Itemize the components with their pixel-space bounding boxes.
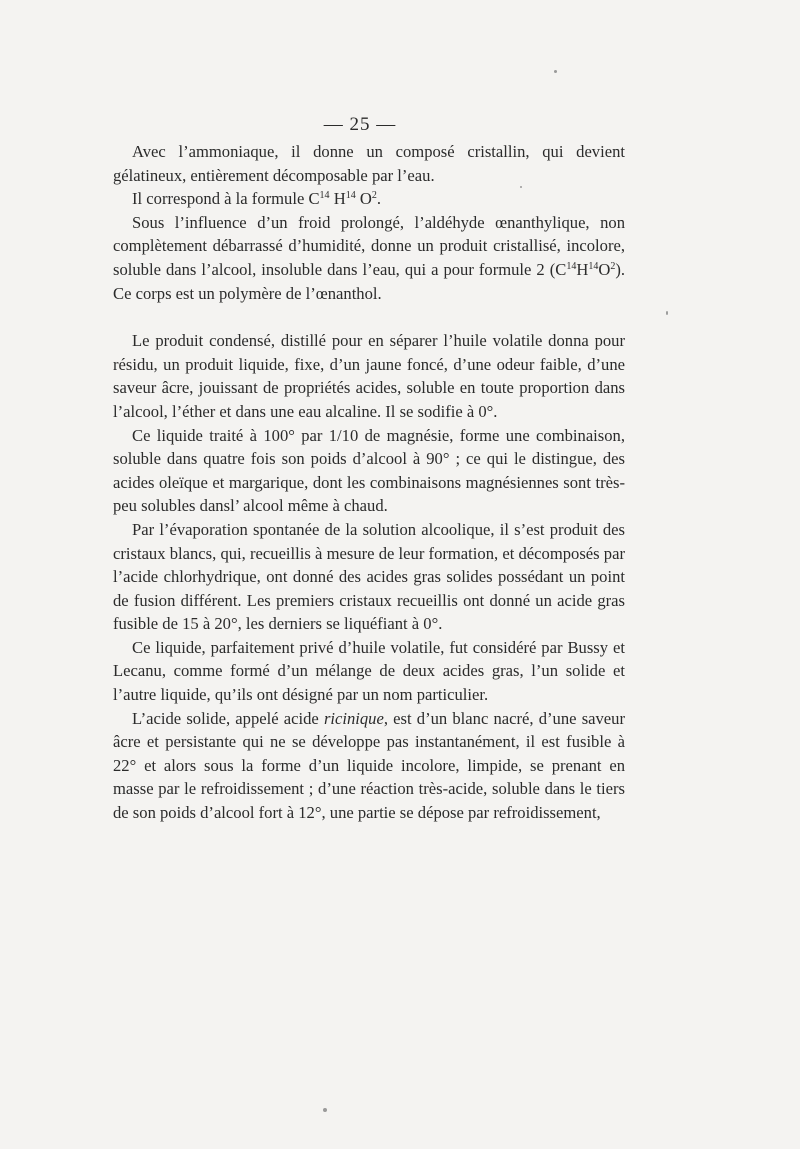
paragraph-p4 <box>113 329 625 423</box>
superscript: 14 <box>566 260 577 272</box>
text-run: Ce liquide traité à 100° par 1/10 de magnésie, forme une combinaison, soluble dans quatre fois son poids d’alcool à 90° ; ce qui le distingue, des acides oleïque et margarique, dont les combinaisons magnésiennes sont très-peu solubles dansl’ alcool même à chaud. <box>113 425 625 516</box>
paper-speck <box>666 311 668 315</box>
superscript: 2 <box>610 260 616 272</box>
paper-speck <box>520 186 522 188</box>
text-run: , est d’un blanc nacré, d’une saveur âcre et persistante qui ne se développe pas instantanément, il est fusible à 22° et alors sous la forme d’un liquide incolore, limpide, se prenant en masse par le refroidissement ; d’une réaction très-acide, soluble dans le tiers de son poids d’alcool fort à 12°, une partie se dépose par refroidissement, <box>113 708 625 823</box>
text-run: Avec l’ammoniaque, il donne un composé cristallin, qui devient gélatineux, entièrement décomposable par l’eau. <box>113 142 625 185</box>
text-run: Sous l’influence d’un froid prolongé, l’aldéhyde œnanthylique, non complètement débarrassé d’humidité, donne un produit cristallisé, incolore, soluble dans l’alcool, insoluble dans l’eau, qui a pour formule 2 (C <box>113 212 625 279</box>
text-run: Le produit condensé, distillé pour en séparer l’huile volatile donna pour résidu, un produit liquide, fixe, d’un jaune foncé, d’une odeur faible, d’une saveur âcre, jouissant de propriétés acides, soluble en toute proportion dans l’alcool, l’éther et dans une eau alcaline. Il se sodifie à 0°. <box>113 331 625 421</box>
text-run: H <box>329 189 346 209</box>
paragraph-p8 <box>113 707 625 825</box>
text-run: Il correspond à la formule C <box>132 189 320 209</box>
paragraph-p7 <box>113 636 625 707</box>
text-run: ). Ce corps est un polymère de l’œnanthol. <box>113 259 625 303</box>
superscript: 14 <box>319 190 330 202</box>
text-run: Ce liquide, parfaitement privé d’huile volatile, fut considéré par Bussy et Lecanu, comme formé d’un mélange de deux acides gras, l’un solide et l’autre liquide, qu’ils ont désigné par un nom particulier. <box>113 637 625 705</box>
text-run: Par l’évaporation spontanée de la solution alcoolique, il s’est produit des cristaux blancs, qui, recueillis à mesure de leur formation, et décomposés par l’acide chlorhydrique, ont donné des acides gras solides possédant un point de fusion différent. Les premiers cristaux recueillis ont donné un acide gras fusible de 15 à 20°, les derniers se liquéfiant à 0°. <box>113 519 625 634</box>
superscript: 2 <box>371 190 377 202</box>
page-number: — 25 — <box>323 114 397 135</box>
paper-speck <box>554 70 557 73</box>
text-run: O <box>598 259 611 279</box>
paragraph-p6 <box>113 518 625 636</box>
text-run: H <box>576 259 589 279</box>
text-run: L’acide solide, appelé acide <box>132 708 324 728</box>
paragraph-p5 <box>113 424 625 518</box>
superscript: 14 <box>588 260 599 272</box>
superscript: 14 <box>345 190 356 202</box>
paragraph-p2 <box>113 187 625 211</box>
paragraph-p3 <box>113 211 625 305</box>
text-run: O <box>355 189 372 209</box>
body-text <box>113 140 625 825</box>
italic-term: ricinique <box>323 708 384 728</box>
text-run: . <box>376 189 381 209</box>
paragraph-p1 <box>113 140 625 187</box>
paper-speck <box>323 1108 327 1112</box>
